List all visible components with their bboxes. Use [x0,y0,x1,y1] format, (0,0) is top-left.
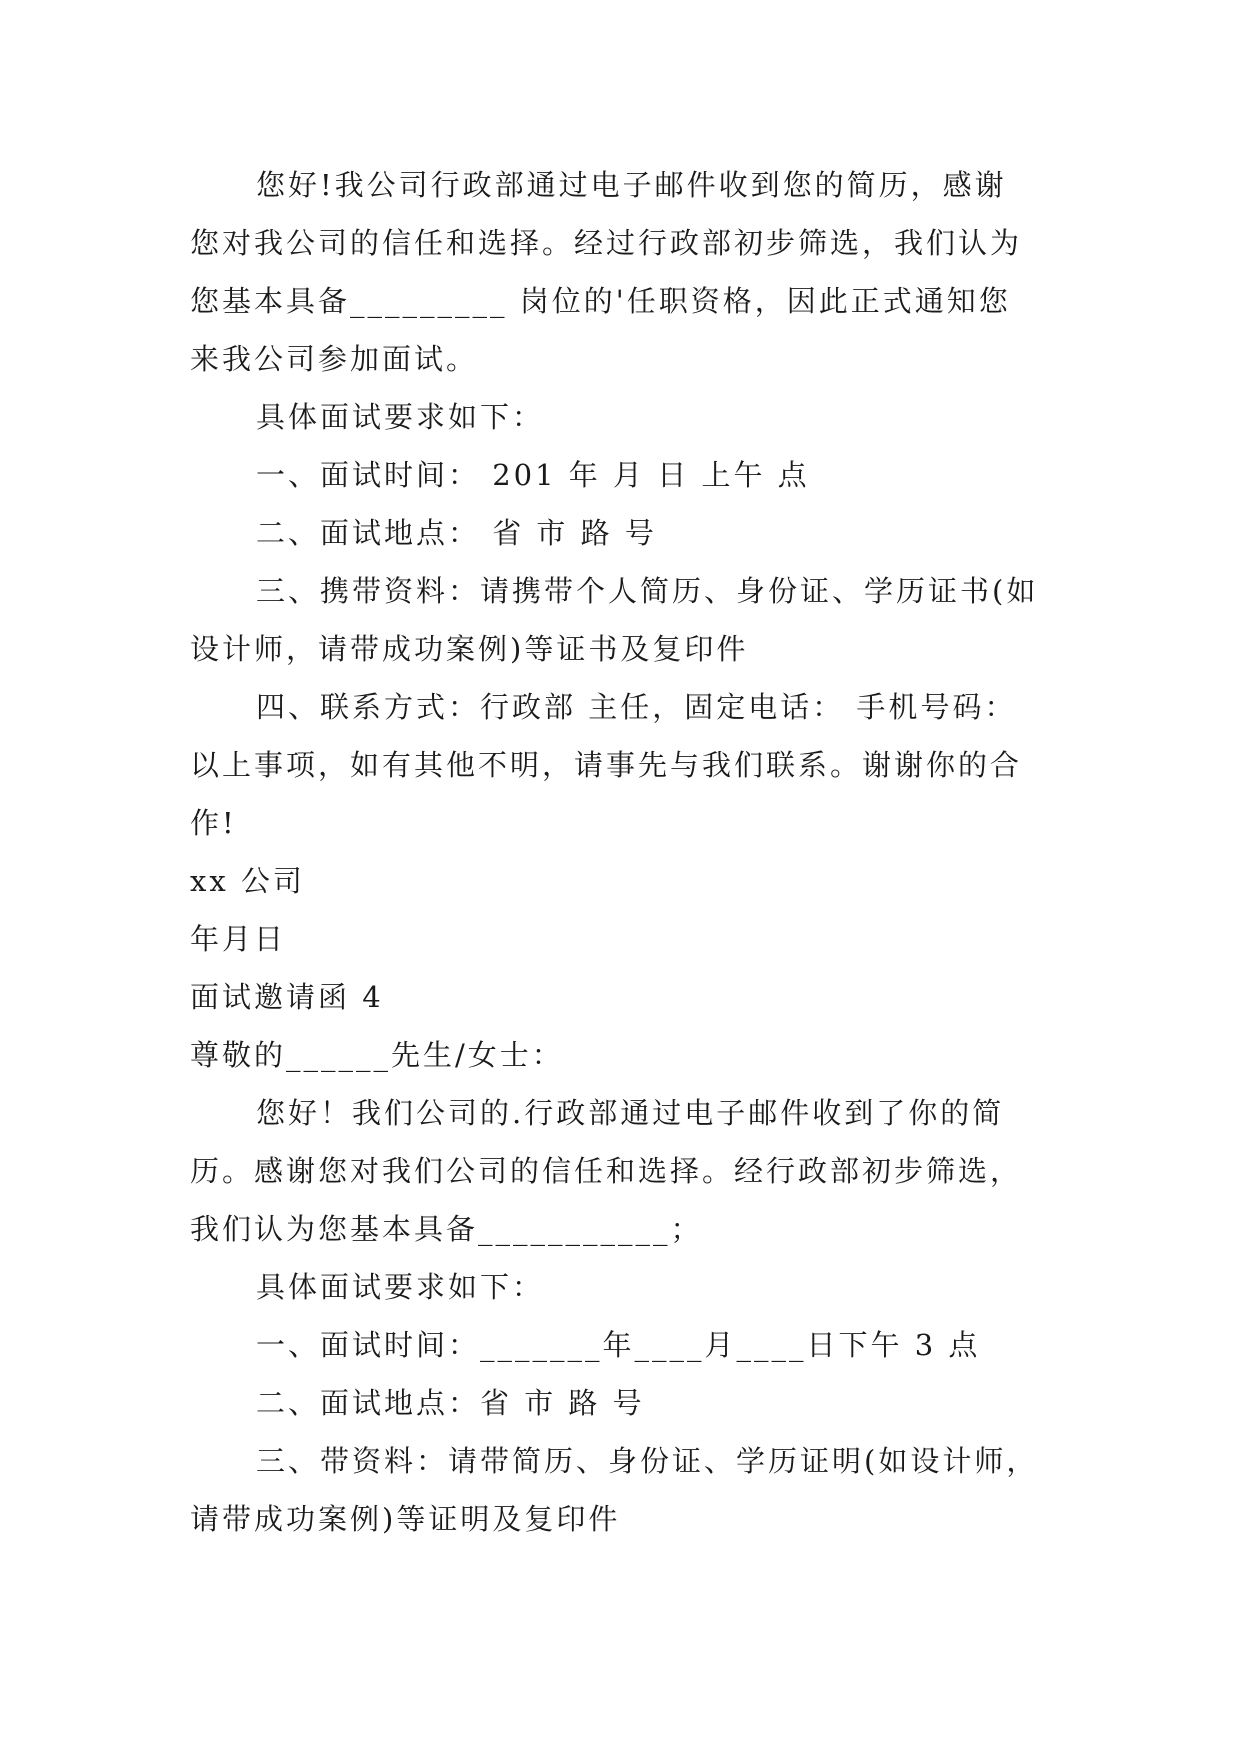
letter-title: 面试邀请函 4 [190,980,384,1014]
section-heading: 具体面试要求如下： [256,400,545,434]
paragraph-line: 我们认为您基本具备___________； [190,1212,703,1246]
contact-item: 四、联系方式：行政部 主任，固定电话： 手机号码： [256,690,1017,724]
salutation: 尊敬的______先生/女士： [190,1038,564,1072]
interview-time-item: 一、面试时间： 201 年 月 日 上午 点 [256,458,810,492]
section-heading: 具体面试要求如下： [256,1270,545,1304]
materials-item: 三、携带资料：请携带个人简历、身份证、学历证书(如 [256,574,1039,608]
paragraph-line: 来我公司参加面试。 [190,342,479,376]
paragraph-line: 您好！我们公司的.行政部通过电子邮件收到了你的简 [256,1096,1005,1130]
interview-time-item: 一、面试时间：_______年____月____日下午 3 点 [256,1328,981,1362]
paragraph-line: 以上事项，如有其他不明，请事先与我们联系。谢谢你的合 [190,748,1023,782]
interview-location-item: 二、面试地点： 省 市 路 号 [256,516,657,550]
paragraph-line: 您好!我公司行政部通过电子邮件收到您的简历，感谢 [256,168,1007,202]
paragraph-line: 历。感谢您对我们公司的信任和选择。经行政部初步筛选， [190,1154,1023,1188]
paragraph-line: 作! [190,806,237,840]
materials-item-continued: 设计师，请带成功案例)等证书及复印件 [190,632,749,666]
company-signature: xx 公司 [190,864,305,898]
interview-location-item: 二、面试地点：省 市 路 号 [256,1386,645,1420]
date-line: 年月日 [190,922,287,956]
materials-item: 三、带资料：请带简历、身份证、学历证明(如设计师， [256,1444,1039,1478]
document-body [190,156,1070,1548]
materials-item-continued: 请带成功案例)等证明及复印件 [190,1502,621,1536]
paragraph-line: 您基本具备_________ 岗位的'任职资格，因此正式通知您 [190,284,1011,318]
paragraph-line: 您对我公司的信任和选择。经过行政部初步筛选，我们认为 [190,226,1023,260]
